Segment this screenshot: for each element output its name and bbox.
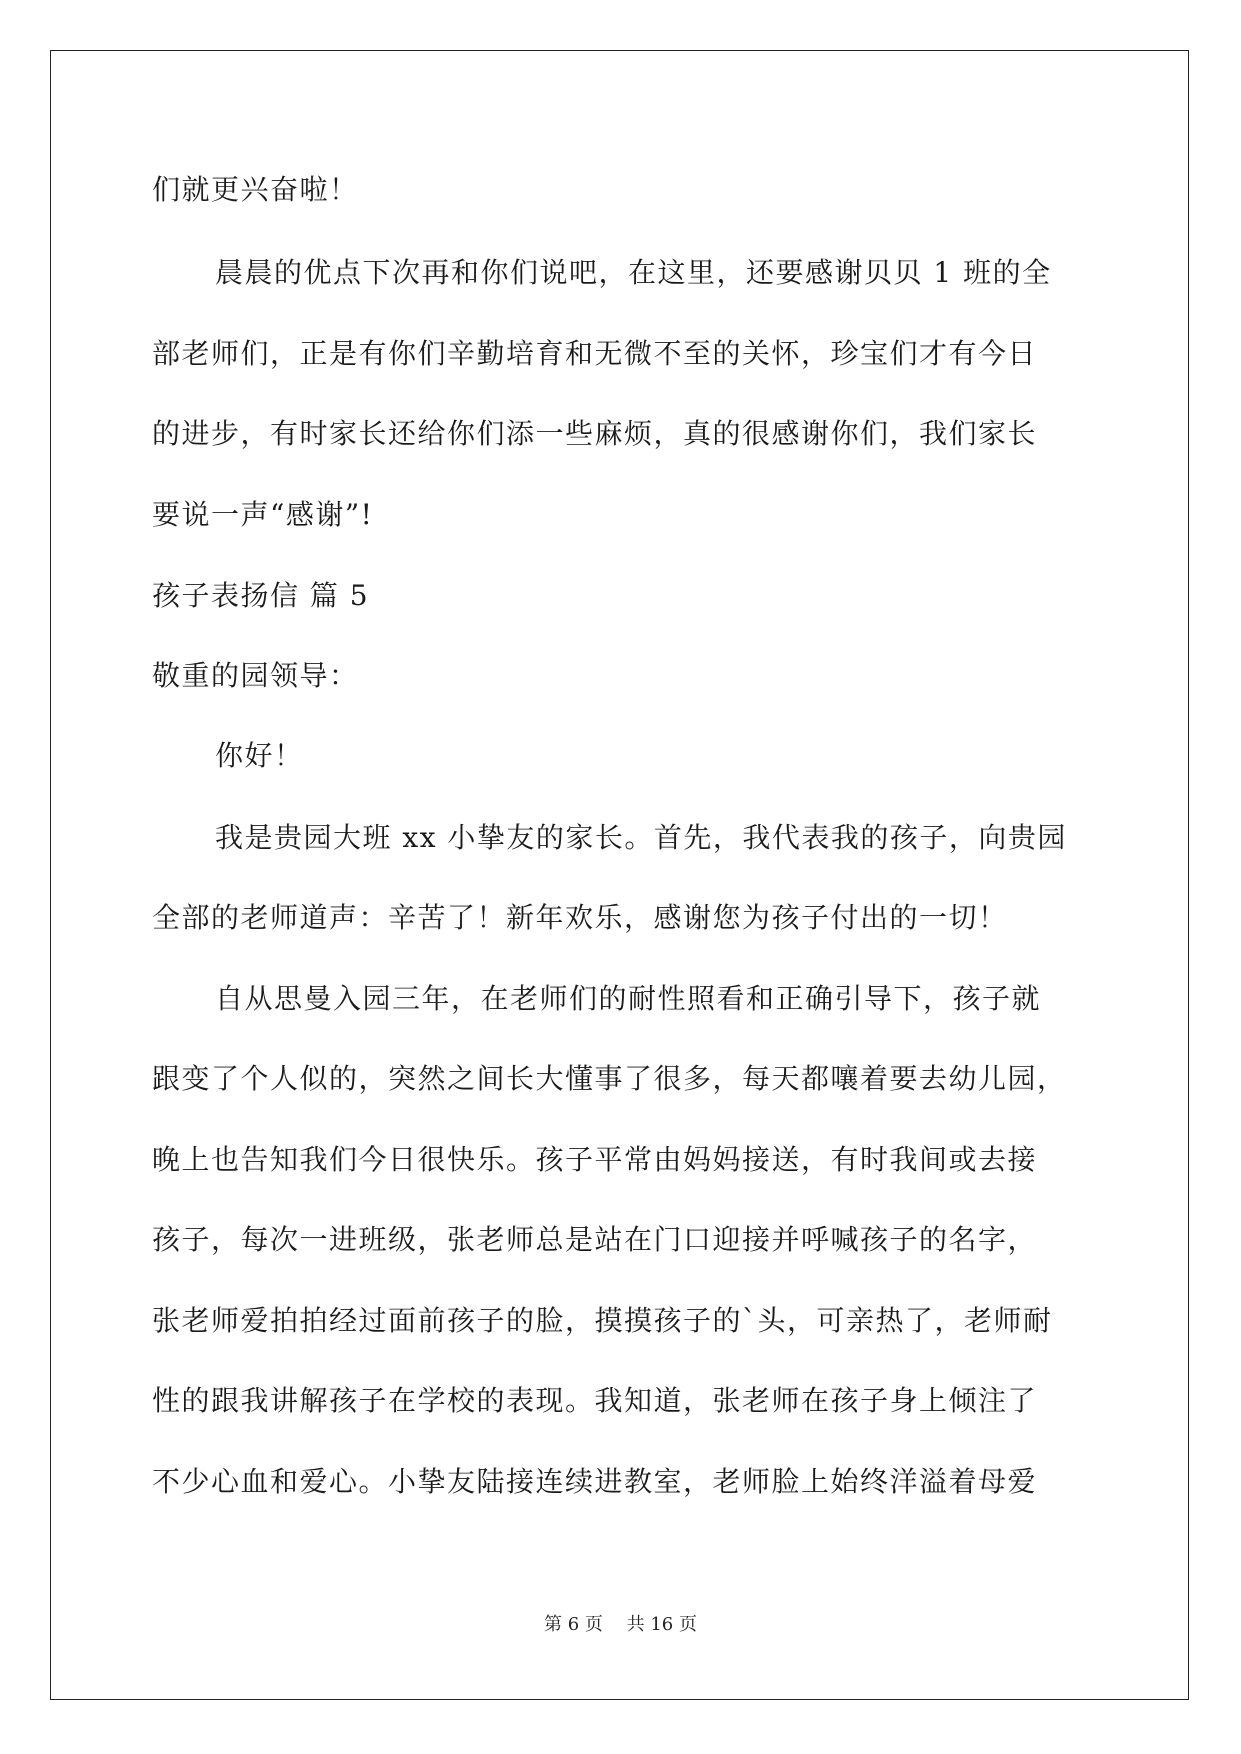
text-line-14: 孩子，每次一进班级，张老师总是站在门口迎接并呼喊孩子的名字， [152, 1223, 1038, 1256]
text-line-16: 性的跟我讲解孩子在学校的表现。我知道，张老师在孩子身上倾注了 [152, 1384, 1038, 1417]
text-line-3: 部老师们，正是有你们辛勤培育和无微不至的关怀，珍宝们才有今日 [152, 337, 1038, 370]
text-line-11: 自从思曼入园三年，在老师们的耐性照看和正确引导下，孩子就 [215, 982, 1042, 1015]
text-line-10: 全部的老师道声：辛苦了！新年欢乐，感谢您为孩子付出的一切！ [152, 901, 1008, 934]
section-heading: 孩子表扬信 篇 5 [152, 579, 370, 612]
text-line-4: 的进步，有时家长还给你们添一些麻烦，真的很感谢你们，我们家长 [152, 417, 1038, 450]
text-line-9: 我是贵园大班 xx 小挚友的家长。首先，我代表我的孩子，向贵园 [215, 821, 1067, 854]
text-line-5: 要说一声“感谢”! [152, 498, 374, 531]
greeting: 你好！ [215, 739, 304, 772]
text-line-17: 不少心血和爱心。小挚友陆接连续进教室，老师脸上始终洋溢着母爱 [152, 1465, 1038, 1498]
text-line-15: 张老师爱拍拍经过面前孩子的脸，摸摸孩子的`头，可亲热了，老师耐 [152, 1304, 1053, 1337]
page-border [50, 50, 1189, 1700]
salutation: 敬重的园领导： [152, 659, 359, 692]
text-line-12: 跟变了个人似的，突然之间长大懂事了很多，每天都嚷着要去幼儿园， [152, 1062, 1067, 1095]
text-line-13: 晚上也告知我们今日很快乐。孩子平常由妈妈接送，有时我间或去接 [152, 1143, 1038, 1176]
page-number: 第 6 页 共 16 页 [544, 1614, 697, 1635]
text-line-1: 们就更兴奋啦！ [152, 173, 359, 206]
text-line-2: 晨晨的优点下次再和你们说吧，在这里，还要感谢贝贝 1 班的全 [215, 256, 1052, 289]
